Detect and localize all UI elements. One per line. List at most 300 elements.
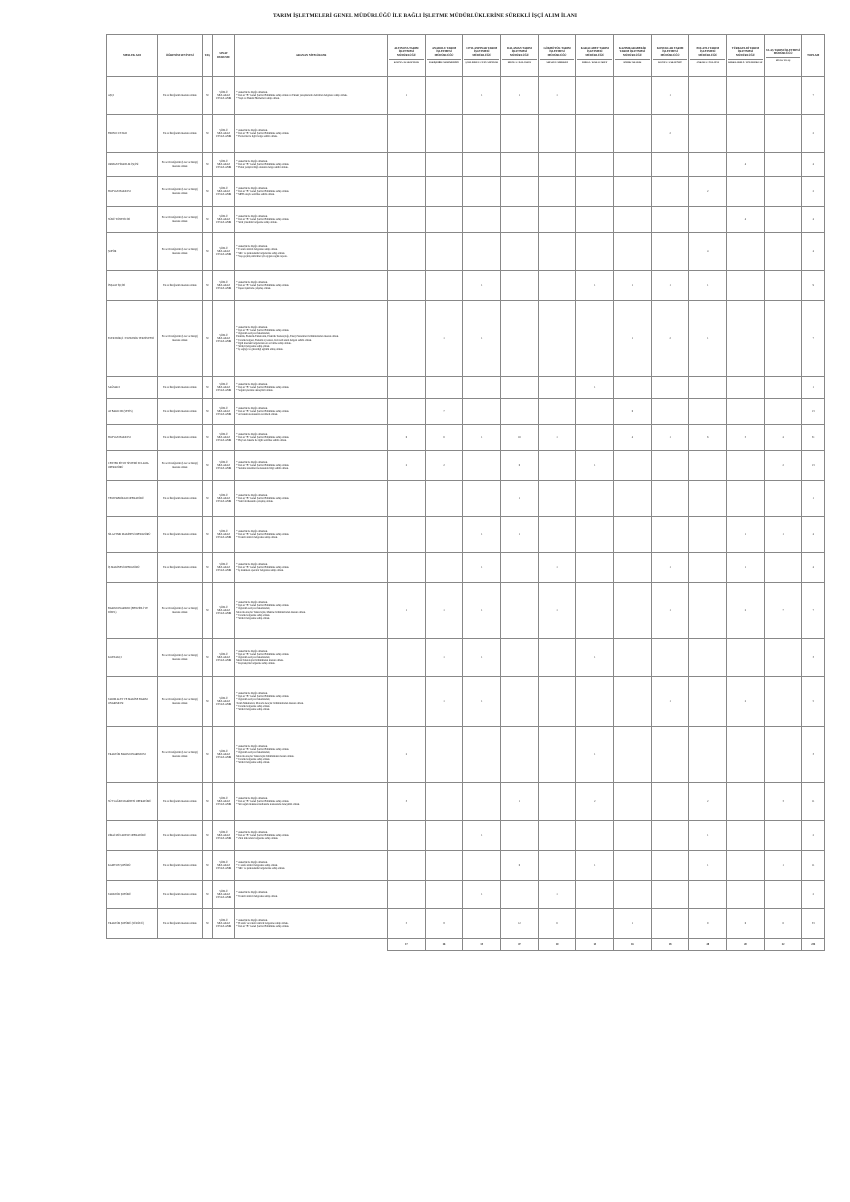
quota-cell (538, 271, 576, 301)
row-total-cell: 1 (802, 481, 825, 517)
quota-cell (425, 233, 463, 271)
quota-cell (388, 301, 426, 377)
qualifications-cell: * Askerlik ile ilişiği olmamak. * B sınıfı ve traktör sürücü belgesine sahip olmak. * İlan ın "B" Genel Şartlar Bölümüne sahip olmak. (235, 909, 388, 939)
quota-cell (727, 821, 765, 851)
quota-cell: 6 (388, 425, 426, 451)
quota-cell (689, 153, 727, 177)
quota-cell (651, 177, 689, 207)
quota-cell: 4 (727, 153, 765, 177)
table-row (107, 783, 825, 821)
quota-cell (425, 207, 463, 233)
quota-cell (614, 583, 652, 639)
quota-cell (764, 271, 802, 301)
quota-cell (727, 881, 765, 909)
quota-cell (501, 727, 539, 783)
exam-cell: SÖZLÜ MÜLAKAT UYGULANIR (212, 727, 234, 783)
quota-cell (388, 881, 426, 909)
quota-cell (501, 639, 539, 677)
quota-cell (651, 481, 689, 517)
table-row (107, 553, 825, 583)
job-title-cell: İNŞAAT İŞÇİSİ (107, 271, 158, 301)
education-cell: En az İlköğretim mezunu olmak (157, 821, 202, 851)
row-total-cell: 7 (802, 301, 825, 377)
quota-cell: 1 (463, 639, 501, 677)
age-cell: 50 (202, 851, 212, 881)
qualifications-cell: * Askerlik ile ilişiği olmamak. * İlan ın "B" Genel Şartlar Bölümüne sahip olmak. * Öğrenim seviyesi bakımından; Motorlu Araçlar Teknolojisi bölümünden mezun olmak. * Ustalık belgesine sahip olmak. * Sürücü belgesine sahip olmak. (235, 727, 388, 783)
quota-cell (689, 481, 727, 517)
quota-cell (388, 233, 426, 271)
header-unit: DALAMAN TARIM İŞLETMESİ MÜDÜRLÜĞÜ MUĞLA / DALAMAN (501, 35, 539, 77)
quota-cell (425, 271, 463, 301)
exam-cell: SÖZLÜ MÜLAKAT UYGULANIR (212, 909, 234, 939)
table-row (107, 301, 825, 377)
qualifications-cell: * Askerlik ile ilişiği olmamak. * İlan ın "B" Genel Şartlar Bölümüne sahip olmak. * Sürü yönetimi belgesine sahip olmak. (235, 207, 388, 233)
qualifications-cell: * Askerlik ile ilişiği olmamak. * İlan ın "B" Genel Şartlar Bölümüne sahip olmak. * Öğrenim seviyesi bakımından; Elektrik, Elektrik-Elektronik, Elektrik Tesisatçılığı, Enerji Sistemleri bölümlerinden mezun olmak. * Ustalık belgesi, Elektrik iç tesisat, Kuvvetli akım belgesi sahibi olmak. * İlgili mesleki belgelerden en az birine sahip olmak. * Sürücü belgesine sahip olmak. * İş sağlığı ve güvenliği eğitimi almış olmak. (235, 301, 388, 377)
quota-cell (614, 821, 652, 851)
qualifications-cell: * Askerlik ile ilişiği olmamak. * İlan ın "B" Genel Şartlar Bölümüne sahip olmak. * Traktör sürücü belgesine sahip olmak. (235, 517, 388, 553)
exam-cell: SÖZLÜ MÜLAKAT UYGULANIR (212, 207, 234, 233)
quota-cell (576, 153, 614, 177)
quota-cell (764, 399, 802, 425)
table-row (107, 377, 825, 399)
quota-cell (388, 115, 426, 153)
quota-cell: 1 (425, 301, 463, 377)
age-cell: 50 (202, 481, 212, 517)
quota-cell: 2 (764, 451, 802, 481)
quota-cell (727, 481, 765, 517)
quota-cell (501, 821, 539, 851)
age-cell: 50 (202, 677, 212, 727)
exam-cell: SÖZLÜ MÜLAKAT UYGULANIR (212, 377, 234, 399)
quota-cell: 1 (614, 909, 652, 939)
qualifications-cell: * Askerlik ile ilişiği olmamak. * İlan ın "B" Genel Şartlar Bölümüne sahip olmak. * Öğrenim seviyesi bakımından; Motorlu Araçlar Teknolojisi, Makine bölümlerinden mezun olmak. * Ustalık belgesine sahip olmak. * Sürücü belgesine sahip olmak. (235, 583, 388, 639)
quota-cell: 1 (388, 583, 426, 639)
quota-cell: 1 (576, 727, 614, 783)
quota-cell: 1 (576, 851, 614, 881)
header-unit: TÜRKGELDİ TARIM İŞLETMESİ MÜDÜRLÜĞÜ KIRKLARELİ / LÜLEBURGAZ (727, 35, 765, 77)
age-cell: 50 (202, 399, 212, 425)
quota-cell (538, 301, 576, 377)
age-cell: 50 (202, 451, 212, 481)
quota-cell (538, 639, 576, 677)
header-meslek: MESLEK ADI (107, 35, 158, 77)
table-row (107, 115, 825, 153)
row-total-cell: 13 (802, 451, 825, 481)
table-row (107, 517, 825, 553)
quota-cell (727, 115, 765, 153)
quota-cell (651, 881, 689, 909)
quota-cell: 1 (614, 271, 652, 301)
quota-cell (388, 177, 426, 207)
job-title-cell: FIRINCI USTASI (107, 115, 158, 153)
header-unit: ANADOLU TARIM İŞLETMESİ MÜDÜRLÜĞÜ ESKİŞEHİR/ MAHMUDİYE (425, 35, 463, 77)
quota-cell (614, 851, 652, 881)
quota-cell (689, 451, 727, 481)
job-title-cell: AT BAKICISI (SEYİS) (107, 399, 158, 425)
quota-cell (576, 517, 614, 553)
exam-cell: SÖZLÜ MÜLAKAT UYGULANIR (212, 481, 234, 517)
header-yas: YAŞ (202, 35, 212, 77)
column-total-cell: 16 (614, 939, 652, 951)
age-cell: 50 (202, 115, 212, 153)
quota-cell (388, 399, 426, 425)
quota-cell: 1 (501, 77, 539, 115)
quota-cell (501, 271, 539, 301)
column-total-cell: 18 (651, 939, 689, 951)
quota-cell: 2 (425, 451, 463, 481)
row-total-cell: 4 (802, 233, 825, 271)
quota-cell (538, 377, 576, 399)
quota-cell (538, 399, 576, 425)
quota-cell (614, 517, 652, 553)
education-cell: En az İlköğretim mezunu olmak (157, 881, 202, 909)
quota-cell (388, 821, 426, 851)
quota-cell (501, 177, 539, 207)
table-row (107, 677, 825, 727)
quota-cell (727, 233, 765, 271)
quota-cell: 4 (764, 425, 802, 451)
quota-cell (501, 207, 539, 233)
education-cell: En az Ortaöğretim (Lise ve Dengi) mezunu olmak (157, 677, 202, 727)
quota-cell (538, 783, 576, 821)
education-cell: En az İlköğretim mezunu olmak (157, 909, 202, 939)
quota-cell (576, 909, 614, 939)
quota-cell (463, 207, 501, 233)
column-total-cell: 26 (425, 939, 463, 951)
quota-cell (764, 727, 802, 783)
age-cell: 50 (202, 271, 212, 301)
header-unit: ULAŞ TARIM İŞLETMESİ MÜDÜRLÜĞÜ SİVAS/ ULAŞ (764, 35, 802, 77)
table-row (107, 177, 825, 207)
header-unit: KAZIMKARABEKİR TARIM İŞLETMESİ MÜDÜRLÜĞÜ IĞDIR/ ARALIK (614, 35, 652, 77)
quota-cell: 1 (463, 425, 501, 451)
quota-cell (727, 399, 765, 425)
row-total-cell: 2 (802, 881, 825, 909)
education-cell: En az İlköğretim mezunu olmak (157, 481, 202, 517)
qualifications-cell: * Askerlik ile ilişiği olmamak. * İlan ın "B" Genel Şartlar Bölümüne sahip olmak. * Öğrenim seviyesi bakımından; Metal Teknolojisi bölümünden mezun olmak. * Kaynakçılık belgesine sahip olmak. (235, 639, 388, 677)
quota-cell (538, 115, 576, 153)
row-total-cell: 3 (802, 727, 825, 783)
age-cell: 50 (202, 77, 212, 115)
totals-spacer (107, 939, 388, 951)
age-cell: 50 (202, 553, 212, 583)
quota-cell (614, 727, 652, 783)
quota-cell (463, 727, 501, 783)
quota-cell (425, 783, 463, 821)
job-title-cell: SİLAJ/TMR MAKİNESİ OPERATÖRÜ (107, 517, 158, 553)
qualifications-cell: * Askerlik ile ilişiği olmamak. * İlan ın "B" Genel Şartlar Bölümüne sahip olmak. * Süt sağım makinesi kullanımı konusunda deneyimli olmak. (235, 783, 388, 821)
table-body (107, 77, 825, 951)
qualifications-cell: * Askerlik ile ilişiği olmamak. * İlan ın "B" Genel Şartlar Bölümüne sahip olmak. * İnşaat işlerinde çalışmış olmak. (235, 271, 388, 301)
table-row (107, 851, 825, 881)
row-total-cell: 13 (802, 399, 825, 425)
quota-cell: 1 (651, 677, 689, 727)
qualifications-cell: * Askerlik ile ilişiği olmamak. * İlan ın "B" Genel Şartlar Bölümüne sahip olmak ve Ekteki yazışmalarda belirtilen belgelere sahip olmak. * Yaşlı ve Bakım Hizmetleri sahip olmak. (235, 77, 388, 115)
qualifications-cell: * Askerlik ile ilişiği olmamak. * İlan ın "B" Genel Şartlar Bölümüne sahip olmak. * Fırıncılık ile ilgili belge sahibi olmak. (235, 115, 388, 153)
education-cell: En az Ortaöğretim (Lise ve Dengi) mezunu olmak (157, 177, 202, 207)
age-cell: 50 (202, 821, 212, 851)
exam-cell: SÖZLÜ MÜLAKAT UYGULANIR (212, 177, 234, 207)
row-total-cell: 9 (802, 271, 825, 301)
quota-cell (727, 639, 765, 677)
quota-cell (651, 233, 689, 271)
quota-cell (651, 399, 689, 425)
quota-cell (538, 517, 576, 553)
table-row (107, 639, 825, 677)
quota-cell: 1 (651, 553, 689, 583)
job-title-cell: KAMYON ŞOFÖRÜ (107, 851, 158, 881)
quota-cell (501, 881, 539, 909)
quota-cell: 12 (501, 909, 539, 939)
quota-cell: 1 (463, 677, 501, 727)
quota-cell: 16 (501, 425, 539, 451)
age-cell: 50 (202, 881, 212, 909)
qualifications-cell: * Askerlik ile ilişiği olmamak. * E sınıfı sürücü belgesine sahip olmak. * SRC ve psikoteknik belgelerine sahip olmak. * Yaşı geçmiş sürücüler için uygun sağlık raporu. (235, 233, 388, 271)
exam-cell: SÖZLÜ MÜLAKAT UYGULANIR (212, 271, 234, 301)
quota-cell: 1 (651, 77, 689, 115)
quota-cell (501, 153, 539, 177)
quota-cell (501, 233, 539, 271)
quota-cell: 6 (764, 909, 802, 939)
qualifications-cell: * Askerlik ile ilişiği olmamak. * İlan ın "B" Genel Şartlar Bölümüne sahip olmak. * Sulama sistemleri konusunda bilgi sahibi olmak. (235, 451, 388, 481)
qualifications-cell: * Askerlik ile ilişiği olmamak. * C sınıfı sürücü belgesine sahip olmak. * SRC ve psikoteknik belgelerine sahip olmak. (235, 851, 388, 881)
quota-cell (576, 821, 614, 851)
quota-cell: 6 (501, 451, 539, 481)
exam-cell: SÖZLÜ MÜLAKAT UYGULANIR (212, 851, 234, 881)
quota-cell: 1 (576, 639, 614, 677)
qualifications-cell: * Askerlik ile ilişiği olmamak. * İlan ın "B" Genel Şartlar Bölümüne sahip olmak. * MEB onaylı sertifika sahibi olmak. (235, 177, 388, 207)
education-cell: En az Ortaöğretim (Lise ve Dengi) mezunu olmak (157, 639, 202, 677)
column-total-cell: 22 (764, 939, 802, 951)
quota-cell (764, 881, 802, 909)
quota-cell (689, 77, 727, 115)
table-row (107, 481, 825, 517)
column-total-cell: 15 (463, 939, 501, 951)
quota-cell (388, 677, 426, 727)
quota-cell: 1 (388, 77, 426, 115)
quota-cell: 2 (651, 115, 689, 153)
column-total-cell: 20 (727, 939, 765, 951)
qualifications-cell: * Askerlik ile ilişiği olmamak. * Traktör sürücü belgesine sahip olmak. (235, 881, 388, 909)
quota-cell: 2 (689, 783, 727, 821)
qualifications-cell: * Askerlik ile ilişiği olmamak. * İlan ın "B" Genel Şartlar Bölümüne sahip olmak. * Zirai mücadele belgesine sahip olmak. (235, 821, 388, 851)
job-title-cell: CENTER PİVOT SİSTEMİ SULAMA OPERATÖRÜ (107, 451, 158, 481)
quota-cell (727, 77, 765, 115)
quota-cell (576, 115, 614, 153)
quota-cell (463, 851, 501, 881)
quota-cell (576, 399, 614, 425)
exam-cell: SÖZLÜ MÜLAKAT UYGULANIR (212, 399, 234, 425)
quota-cell: 1 (463, 553, 501, 583)
quota-cell: 2 (727, 677, 765, 727)
quota-cell: 3 (764, 783, 802, 821)
quota-cell (727, 851, 765, 881)
age-cell: 50 (202, 583, 212, 639)
quota-cell (689, 583, 727, 639)
quota-cell (614, 783, 652, 821)
header-unit: KARACABEY TARIM İŞLETMESİ MÜDÜRLÜĞÜ BURSA / KARACABEY (576, 35, 614, 77)
quota-cell: 1 (689, 271, 727, 301)
exam-cell: SÖZLÜ MÜLAKAT UYGULANIR (212, 77, 234, 115)
quota-cell: 1 (463, 77, 501, 115)
quota-cell: 7 (764, 583, 802, 639)
quota-cell (614, 481, 652, 517)
quota-cell: 1 (425, 583, 463, 639)
quota-cell: 1 (614, 301, 652, 377)
quota-cell (764, 233, 802, 271)
quota-cell (463, 481, 501, 517)
quota-cell (689, 207, 727, 233)
quota-cell (576, 207, 614, 233)
positions-table (106, 34, 825, 951)
quota-cell (425, 553, 463, 583)
quota-cell (651, 727, 689, 783)
quota-cell: 2 (689, 177, 727, 207)
quota-cell (651, 851, 689, 881)
quota-cell (727, 727, 765, 783)
quota-cell: 1 (689, 851, 727, 881)
quota-cell (538, 821, 576, 851)
quota-cell (689, 553, 727, 583)
quota-cell: 1 (651, 583, 689, 639)
quota-cell (463, 153, 501, 177)
age-cell: 50 (202, 377, 212, 399)
age-cell: 50 (202, 301, 212, 377)
quota-cell (651, 639, 689, 677)
quota-cell (576, 481, 614, 517)
quota-cell (576, 881, 614, 909)
age-cell: 50 (202, 783, 212, 821)
quota-cell: 6 (501, 851, 539, 881)
education-cell: En az İlköğretim mezunu olmak (157, 783, 202, 821)
quota-cell: 1 (538, 425, 576, 451)
quota-cell: 1 (501, 517, 539, 553)
education-cell: En az Ortaöğretim (Lise ve Dengi) mezunu olmak (157, 727, 202, 783)
quota-cell (501, 583, 539, 639)
quota-cell (501, 301, 539, 377)
table-row (107, 909, 825, 939)
quota-cell (501, 677, 539, 727)
quota-cell: 2 (727, 583, 765, 639)
quota-cell (614, 377, 652, 399)
education-cell: En az İlköğretim mezunu olmak (157, 553, 202, 583)
quota-cell: 1 (463, 301, 501, 377)
quota-cell (388, 851, 426, 881)
qualifications-cell: * Askerlik ile ilişiği olmamak. * İlan ın "B" Genel Şartlar Bölümüne sahip olmak. * At bakımı konusunda tecrübeli olmak. (235, 399, 388, 425)
quota-cell: 6 (689, 425, 727, 451)
quota-cell (425, 377, 463, 399)
row-total-cell: 4 (802, 517, 825, 553)
job-title-cell: HAYVAN BAKICISI (107, 177, 158, 207)
table-row (107, 271, 825, 301)
quota-cell (576, 677, 614, 727)
row-total-cell: 11 (802, 783, 825, 821)
quota-cell: 6 (614, 399, 652, 425)
header-unit: POLATLI TARIM İŞLETMESİ MÜDÜRLÜĞÜ ANKARA / POLATLI (689, 35, 727, 77)
quota-cell (425, 115, 463, 153)
grand-total-cell: 234 (802, 939, 825, 951)
header-ogrenim: ÖĞRENİM SEVİYESİ (157, 35, 202, 77)
header-unit: ALTINOVA TARIM İŞLETMESİ MÜDÜRLÜĞÜ KONYA / KARAPINAR (388, 35, 426, 77)
table-row (107, 821, 825, 851)
quota-cell (425, 177, 463, 207)
quota-cell: 1 (538, 553, 576, 583)
quota-cell (538, 851, 576, 881)
quota-cell: 1 (538, 77, 576, 115)
quota-cell (463, 909, 501, 939)
quota-cell (388, 553, 426, 583)
quota-cell (689, 639, 727, 677)
education-cell: En az İlköğretim mezunu olmak (157, 517, 202, 553)
education-cell: En az İlköğretim mezunu olmak (157, 851, 202, 881)
quota-cell (764, 481, 802, 517)
header-toplam: TOPLAM (802, 35, 825, 77)
quota-cell: 1 (463, 271, 501, 301)
exam-cell: SÖZLÜ MÜLAKAT UYGULANIR (212, 451, 234, 481)
quota-cell (651, 153, 689, 177)
quota-cell (614, 233, 652, 271)
job-title-cell: KAYNAKÇI (107, 639, 158, 677)
quota-cell (764, 377, 802, 399)
quota-cell: 1 (576, 451, 614, 481)
quota-cell (689, 115, 727, 153)
row-total-cell: 51 (802, 425, 825, 451)
quota-cell: 6 (425, 425, 463, 451)
quota-cell (651, 377, 689, 399)
quota-cell: 6 (538, 909, 576, 939)
quota-cell: 2 (651, 301, 689, 377)
qualifications-cell: * Askerlik ile ilişiği olmamak. * İlan ın "B" Genel Şartlar Bölümüne sahip olmak. * Yem fabrikasında çalışmış olmak. (235, 481, 388, 517)
quota-cell (388, 377, 426, 399)
quota-cell (614, 207, 652, 233)
quota-cell (614, 677, 652, 727)
row-total-cell: 2 (802, 821, 825, 851)
row-total-cell: 2 (802, 177, 825, 207)
quota-cell (538, 727, 576, 783)
row-total-cell: 11 (802, 851, 825, 881)
quota-cell (425, 851, 463, 881)
row-total-cell: 4 (802, 153, 825, 177)
quota-cell (388, 153, 426, 177)
qualifications-cell: * Askerlik ile ilişiği olmamak. * İlan ın "B" Genel Şartlar Bölümüne sahip olmak. * İş makinesi operatör belgesine sahip olmak. (235, 553, 388, 583)
table-row (107, 207, 825, 233)
row-total-cell: 4 (802, 207, 825, 233)
job-title-cell: HAYVAN BAKICISI (107, 425, 158, 451)
education-cell: En az İlköğretim mezunu olmak (157, 399, 202, 425)
quota-cell: 1 (501, 783, 539, 821)
age-cell: 50 (202, 207, 212, 233)
quota-cell (689, 727, 727, 783)
quota-cell (501, 377, 539, 399)
quota-cell (463, 399, 501, 425)
quota-cell (576, 553, 614, 583)
table-row (107, 881, 825, 909)
quota-cell: 1 (764, 517, 802, 553)
quota-cell (689, 377, 727, 399)
quota-cell (727, 301, 765, 377)
quota-cell: 4 (614, 425, 652, 451)
quota-cell (651, 821, 689, 851)
row-total-cell: 5 (802, 677, 825, 727)
quota-cell: 1 (463, 517, 501, 553)
table-row (107, 727, 825, 783)
job-title-cell: İŞ MAKİNESİ OPERATÖRÜ (107, 553, 158, 583)
quota-cell (463, 177, 501, 207)
quota-cell: 6 (727, 909, 765, 939)
quota-cell (764, 301, 802, 377)
quota-cell (689, 677, 727, 727)
job-title-cell: YEM FABRİKASI OPERATÖRÜ (107, 481, 158, 517)
